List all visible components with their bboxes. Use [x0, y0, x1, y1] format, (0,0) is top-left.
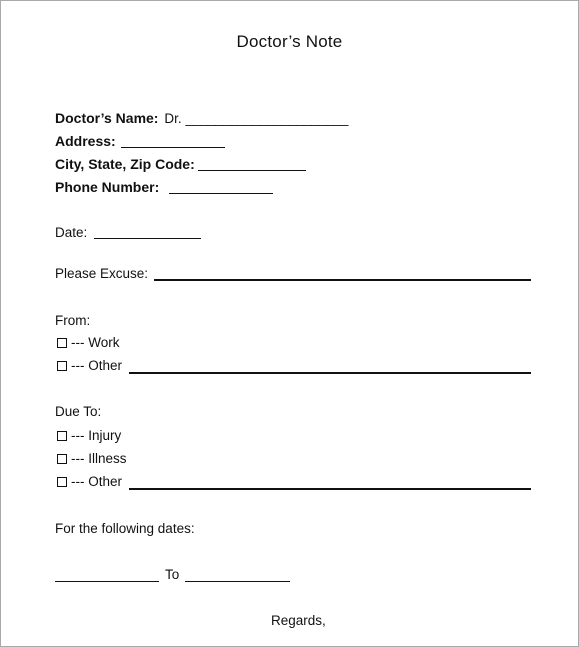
work-checkbox[interactable] [57, 338, 67, 348]
to-label: To [165, 567, 180, 582]
from-option-work[interactable] [57, 335, 120, 350]
date-label: Date: [55, 225, 88, 240]
from-label: From: [55, 313, 91, 328]
from-other-blank-line[interactable] [129, 372, 531, 374]
doctor-name-prefix: Dr. [164, 111, 182, 126]
due-to-option-injury[interactable] [57, 428, 121, 443]
due-to-other-checkbox[interactable] [57, 477, 67, 487]
city-state-zip-label: City, State, Zip Code: [55, 156, 195, 172]
due-to-option-other-label: --- Other [71, 474, 123, 489]
due-to-option-injury-label: --- Injury [71, 428, 122, 443]
from-option-other-label: --- Other [71, 358, 123, 373]
due-to-option-illness-label: --- Illness [71, 451, 127, 466]
please-excuse-label: Please Excuse: [55, 266, 149, 281]
start-date-blank-line[interactable] [55, 581, 159, 582]
doctor-name-blank[interactable]: ______________________ [185, 110, 349, 126]
date-blank-line[interactable] [94, 238, 201, 239]
phone-number-blank-line[interactable] [169, 193, 273, 194]
injury-checkbox[interactable] [57, 431, 67, 441]
from-option-work-label: --- Work [71, 335, 120, 350]
doctor-name-row [55, 110, 348, 126]
phone-number-label: Phone Number: [55, 179, 160, 195]
end-date-blank-line[interactable] [185, 581, 290, 582]
following-dates-label: For the following dates: [55, 521, 195, 536]
illness-checkbox[interactable] [57, 454, 67, 464]
address-blank-line[interactable] [121, 147, 225, 148]
document-title: Doctor’s Note [236, 32, 343, 51]
due-to-option-illness[interactable] [57, 451, 127, 466]
due-to-option-other[interactable] [57, 474, 122, 489]
please-excuse-blank-line[interactable] [154, 279, 531, 281]
city-state-zip-blank-line[interactable] [198, 170, 306, 171]
doctor-name-label: Doctor’s Name: [55, 110, 159, 126]
address-label: Address: [55, 133, 116, 149]
due-to-label: Due To: [55, 404, 102, 419]
due-to-other-blank-line[interactable] [129, 488, 531, 490]
closing-regards: Regards, [271, 613, 326, 628]
from-other-checkbox[interactable] [57, 361, 67, 371]
from-option-other[interactable] [57, 358, 122, 373]
